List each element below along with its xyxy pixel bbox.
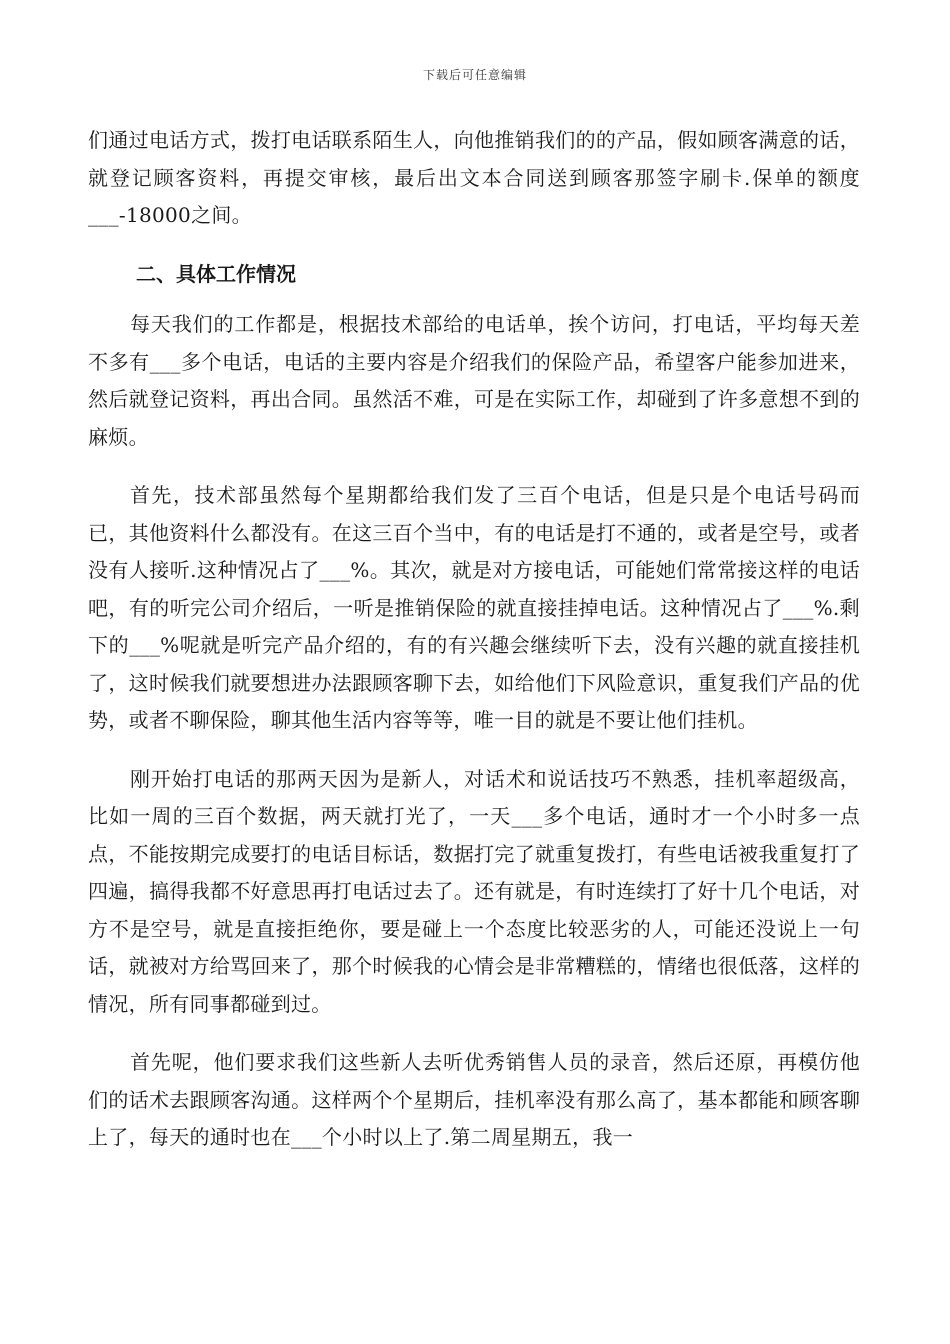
- paragraph-early-difficulties: 刚开始打电话的那两天因为是新人，对话术和说话技巧不熟悉，挂机率超级高，比如一周的三百个数据，两天就打光了，一天___多个电话，通时才一个小时多一点点，不能按期完成要打的电话目标话，数据打完了就重复拨打，有些电话被我重复打了四遍，搞得我都不好意思再打电话过去了。还有就是，有时连续打了好十几个电话，对方不是空号，就是直接拒绝你，要是碰上一个态度比较恶劣的人，可能还没说上一句话，就被对方给骂回来了，那个时候我的心情会是非常糟糕的，情绪也很低落，这样的情况，所有同事都碰到过。: [88, 766, 860, 1016]
- paragraph-daily-work: 每天我们的工作都是，根据技术部给的电话单，挨个访问，打电话，平均每天差不多有___多个电话，电话的主要内容是介绍我们的保险产品，希望客户能参加进来，然后就登记资料，再出合同。虽然活不难，可是在实际工作，却碰到了许多意想不到的麻烦。: [88, 312, 860, 449]
- document-body: [88, 122, 860, 1178]
- paragraph-intro-continued: 们通过电话方式，拨打电话联系陌生人，向他推销我们的的产品，假如顾客满意的话，就登记顾客资料，再提交审核，最后出文本合同送到顾客那签字刷卡.保单的额度___-18000之间。: [88, 128, 860, 227]
- paragraph-call-statistics: 首先，技术部虽然每个星期都给我们发了三百个电话，但是只是个电话号码而已，其他资料什么都没有。在这三百个当中，有的电话是打不通的，或者是空号，或者没有人接听.这种情况占了___%。其次，就是对方接电话，可能她们常常接这样的电话吧，有的听完公司介绍后，一听是推销保险的就直接挂掉电话。这种情况占了___%.剩下的___%呢就是听完产品介绍的，有的有兴趣会继续听下去，没有兴趣的就直接挂机了，这时候我们就要想进办法跟顾客聊下去，如给他们下风险意识，重复我们产品的优势，或者不聊保险，聊其他生活内容等等，唯一目的就是不要让他们挂机。: [88, 483, 860, 732]
- page-header: 下载后可任意编辑: [422, 68, 527, 82]
- paragraph-improvement: 首先呢，他们要求我们这些新人去听优秀销售人员的录音，然后还原，再模仿他们的话术去跟顾客沟通。这样两个个星期后，挂机率没有那么高了，基本都能和顾客聊上了，每天的通时也在___个小时以上了.第二周星期五，我一: [88, 1050, 860, 1149]
- section-heading: 二、具体工作情况: [136, 261, 296, 286]
